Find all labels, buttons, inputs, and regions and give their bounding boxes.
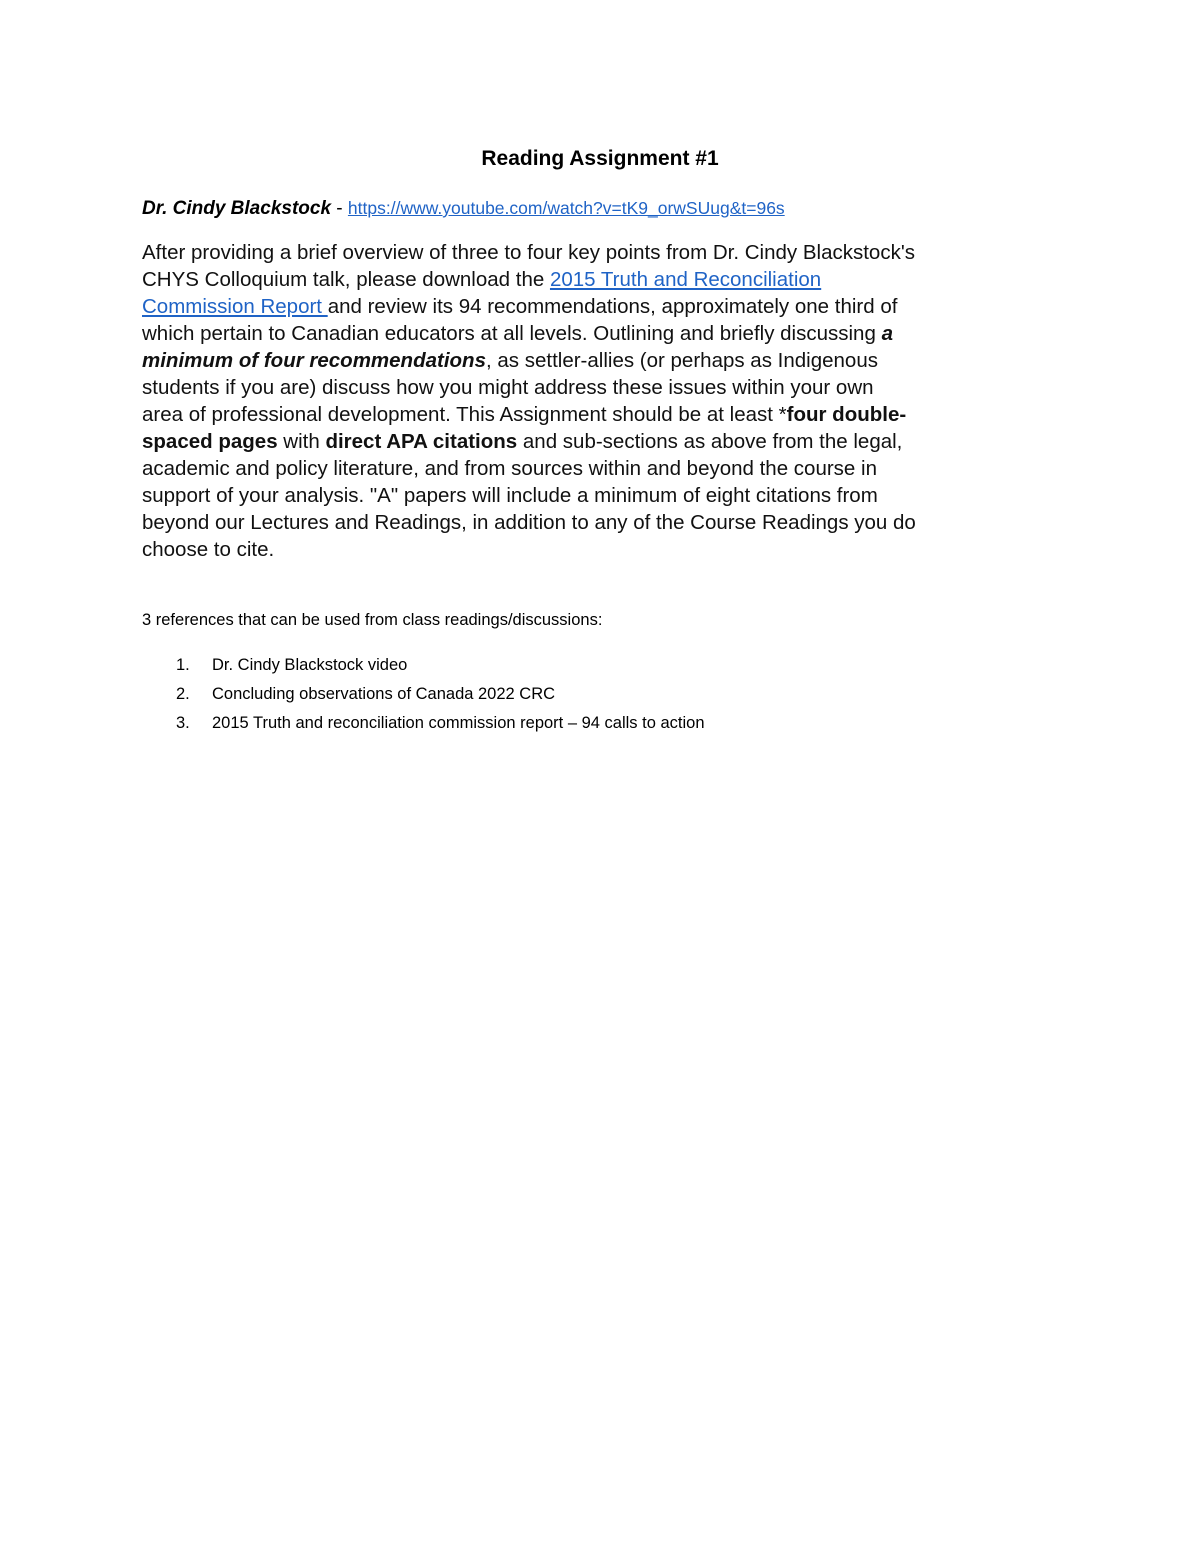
trc-report-link[interactable]: 2015 Truth and Reconciliation (549, 268, 822, 291)
paragraph-line (142, 536, 1070, 563)
paragraph-line (142, 428, 1070, 455)
list-number: 1. (176, 656, 190, 674)
byline (142, 195, 1072, 222)
references-heading: 3 references that can be used from class readings/discussions: (142, 611, 603, 629)
list-item-text: 2015 Truth and reconciliation commission report – 94 calls to action (212, 714, 705, 732)
byline-separator: - (331, 198, 348, 219)
paragraph-text: choose to cite. (142, 538, 275, 561)
paragraph-line (142, 266, 1070, 293)
paragraph-line (142, 455, 1070, 482)
paragraph-text: and review its 94 recommendations, approximately one third of (327, 295, 898, 318)
paragraph-line (142, 347, 1070, 374)
paragraph-text: which pertain to Canadian educators at all levels. Outlining and briefly discussing (142, 322, 882, 345)
list-number: 3. (176, 714, 190, 732)
paragraph-line (142, 482, 1070, 509)
trc-report-link-continued[interactable]: Commission Report (142, 295, 328, 318)
paragraph-line (142, 509, 1070, 536)
references-list (142, 651, 705, 738)
paragraph-text: with (277, 430, 326, 453)
paragraph-text: After providing a brief overview of three to four key points from Dr. Cindy Blackstock's (142, 241, 915, 264)
paragraph-line (142, 239, 1070, 266)
list-item-text: Dr. Cindy Blackstock video (212, 656, 408, 674)
paragraph-line (142, 374, 1070, 401)
paragraph-text: support of your analysis. "A" papers will include a minimum of eight citations from (142, 484, 878, 507)
paragraph-line (142, 293, 1070, 320)
paragraph-text: , as settler-allies (or perhaps as Indigenous (485, 349, 878, 372)
emphasis-text: minimum of four recommendations (142, 349, 486, 372)
paragraph-text: beyond our Lectures and Readings, in addition to any of the Course Readings you do (142, 511, 916, 534)
paragraph-line (142, 320, 1070, 347)
video-link[interactable]: https://www.youtube.com/watch?v=tK9_orwSUug&t=96s (347, 198, 785, 218)
emphasis-text: a (881, 322, 893, 345)
paragraph-text: academic and policy literature, and from sources within and beyond the course in (142, 457, 877, 480)
paragraph-text: students if you are) discuss how you might address these issues within your own (142, 376, 874, 399)
paragraph-line (142, 401, 1070, 428)
speaker-name: Dr. Cindy Blackstock (142, 198, 332, 219)
list-item (142, 680, 705, 709)
paragraph-text: and sub-sections as above from the legal, (517, 430, 903, 453)
paragraph-text: area of professional development. This Assignment should be at least * (142, 403, 787, 426)
bold-text: direct APA citations (325, 430, 518, 453)
list-item (142, 651, 705, 680)
list-item (142, 709, 705, 738)
list-number: 2. (176, 685, 190, 703)
assignment-paragraph (142, 239, 1070, 563)
page-title: Reading Assignment #1 (481, 147, 719, 170)
paragraph-text: CHYS Colloquium talk, please download the (142, 268, 550, 291)
bold-text: spaced pages (142, 430, 278, 453)
list-item-text: Concluding observations of Canada 2022 CRC (212, 685, 556, 703)
bold-text: four double- (786, 403, 907, 426)
